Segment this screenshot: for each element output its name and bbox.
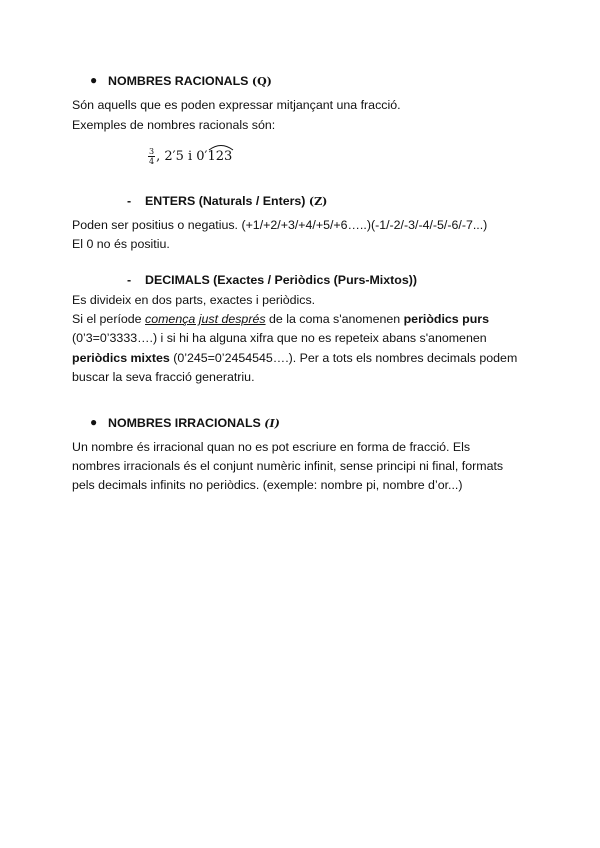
periodic-arc: 123 — [208, 149, 233, 164]
paragraph-line: Es divideix en dos parts, exactes i periòdics. — [72, 293, 316, 307]
fraction: $\frac{3}{4}$ — [149, 147, 155, 166]
paragraph-line: Si el període comença just després de la coma s'anomenen periòdics purs — [72, 312, 489, 326]
subheading-decimals: DECIMALS (Exactes / Periòdics (Purs-Mixtos)) — [145, 273, 417, 287]
paragraph-line: (0’3=0’3333….) i si hi ha alguna xifra que no es repeteix abans s'anomenen — [72, 331, 487, 345]
paragraph-line: Poden ser positius o negatius. (+1/+2/+3/+4/+5/+6…..)(-1/-2/-3/-4/-5/-6/-7...) — [72, 218, 488, 232]
paragraph-line: Són aquells que es poden expressar mitjançant una fracció. — [72, 98, 401, 112]
paragraph-line: nombres irracionals és el conjunt numèric infinit, sense principi ni final, formats — [72, 459, 504, 473]
dash-marker: - — [127, 273, 132, 287]
rational-examples-formula: $\frac{3}{4}$ , 2′5 i 0′ 123 — [148, 147, 232, 166]
bullet-dot-icon: ● — [90, 415, 98, 429]
paragraph-line: Un nombre és irracional quan no es pot escriure en forma de fracció. Els — [72, 440, 471, 454]
paragraph-line: Exemples de nombres racionals són: — [72, 118, 276, 132]
paragraph-line: buscar la seva fracció generatriu. — [72, 370, 255, 384]
paragraph-line: pels decimals infinits no periòdics. (exemple: nombre pi, nombre d’or...) — [72, 478, 463, 492]
section-heading-racionals: NOMBRES RACIONALS (Q) — [108, 74, 272, 88]
bullet-dot-icon: ● — [90, 73, 98, 87]
subheading-enters: ENTERS (Naturals / Enters) (Z) — [145, 194, 328, 208]
paragraph-line: El 0 no és positiu. — [72, 237, 170, 251]
paragraph-line: periòdics mixtes (0’245=0’2454545….). Per a tots els nombres decimals podem — [72, 351, 518, 365]
section-heading-irracionals: NOMBRES IRRACIONALS (I) — [108, 416, 280, 430]
arc-icon — [208, 143, 234, 151]
dash-marker: - — [127, 194, 132, 208]
